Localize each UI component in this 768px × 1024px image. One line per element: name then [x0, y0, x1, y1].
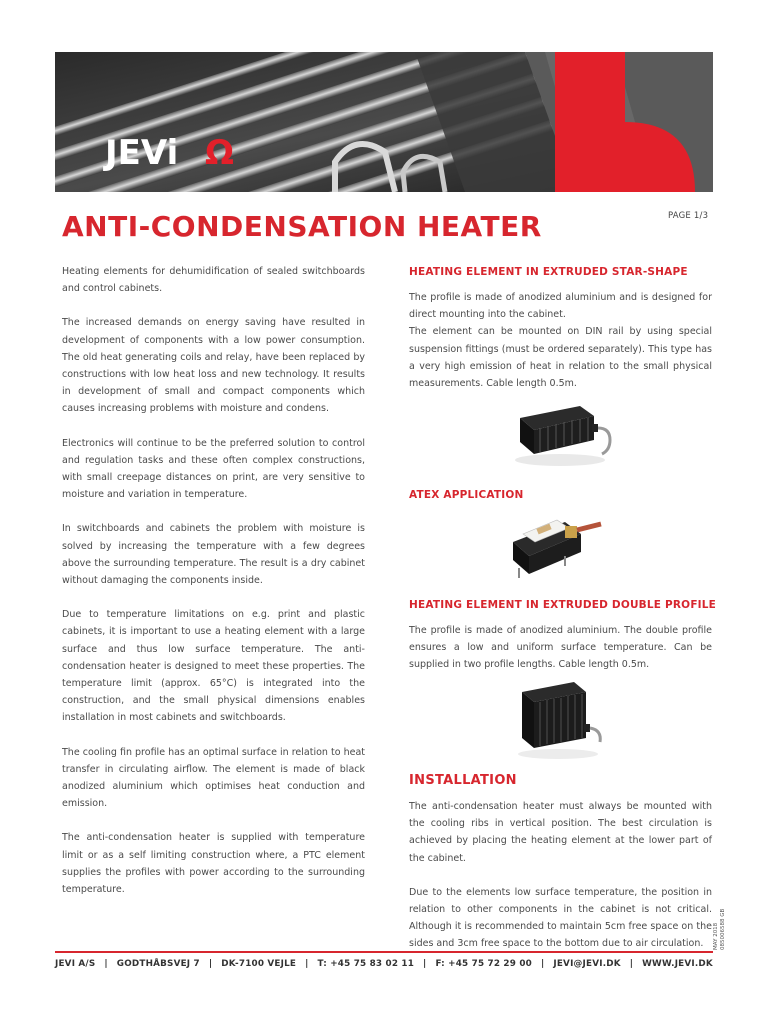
- footer-divider: [55, 951, 713, 953]
- footer-separator: |: [305, 959, 309, 969]
- paragraph: The cooling fin profile has an optimal surface in relation to heat transfer in circulating airflow. The element is made of black anodized aluminium which optimises heat conduction and emission.: [62, 746, 365, 810]
- omega-logo-icon: Ω: [205, 133, 234, 173]
- footer-phone: T: +45 75 83 02 11: [317, 959, 415, 969]
- star-shape-heater-image: [510, 398, 620, 474]
- footer-separator: |: [629, 959, 634, 969]
- section-heading-star-shape: HEATING ELEMENT IN EXTRUDED STAR-SHAPE: [409, 266, 688, 278]
- page-title: ANTI-CONDENSATION HEATER: [62, 210, 542, 243]
- footer: [55, 959, 713, 969]
- paragraph: The anti-condensation heater must always be mounted with the cooling ribs in vertical position. The best circulation is achieved by placing the heating element at the lower part of the cabinet.: [409, 801, 712, 864]
- footer-company: JEVI A/S: [55, 959, 96, 969]
- footer-city: DK-7100 VEJLE: [221, 959, 297, 969]
- section-heading-double-profile: HEATING ELEMENT IN EXTRUDED DOUBLE PROFILE: [409, 599, 717, 611]
- intro-column: [62, 263, 365, 915]
- page-number: PAGE 1/3: [668, 211, 709, 221]
- footer-separator: |: [423, 959, 427, 969]
- paragraph: The element can be mounted on DIN rail by using special suspension fittings (must be ordered separately). This type has a very high emission of heat in relation to the small physical measurements. Cable length 0.5m.: [409, 326, 712, 390]
- footer-separator: |: [540, 959, 545, 969]
- paragraph: The profile is made of anodized aluminium. The double profile ensures a low and uniform surface temperature. Can be supplied in two profile lengths. Cable length 0.5m.: [409, 625, 712, 671]
- paragraph: Heating elements for dehumidification of sealed switchboards and control cabinets.: [62, 266, 365, 295]
- double-profile-description: [409, 622, 712, 674]
- footer-separator: |: [208, 959, 213, 969]
- paragraph: In switchboards and cabinets the problem with moisture is solved by increasing the temperature with a few degrees above the surrounding temperature. The result is a dry cabinet without damaging the components inside.: [62, 523, 365, 587]
- paragraph: Due to the elements low surface temperature, the position in relation to other components in the cabinet is not critical. Although it is recommended to maintain 5cm free space on the sides and 3cm free space to the bottom due to air circulation.: [409, 886, 712, 950]
- atex-heater-image: [505, 512, 615, 586]
- document-code: [712, 882, 726, 952]
- section-heading-atex: ATEX APPLICATION: [409, 489, 524, 501]
- star-shape-description: [409, 289, 712, 392]
- footer-website-link[interactable]: WWW.JEVI.DK: [642, 959, 713, 969]
- footer-address: GODTHÅBSVEJ 7: [116, 959, 200, 969]
- section-heading-installation: INSTALLATION: [409, 773, 517, 788]
- heating-elements-photo: [55, 52, 713, 192]
- double-profile-heater-image: [512, 680, 612, 766]
- date-code: MAY 2018: [713, 922, 719, 950]
- header-banner: [55, 52, 713, 192]
- paragraph: Due to temperature limitations on e.g. print and plastic cabinets, it is important to use a heating element with a large surface and thus low surface temperature. The anti-condensation heater is designed to meet these properties. The temperature limit (approx. 65°C) is integrated into the construction, and the small physical dimensions enables installation in most cabinets and switchboards.: [62, 609, 365, 724]
- paragraph: The increased demands on energy saving have resulted in development of components with a low power consumption. The old heat generating coils and relay, have been replaced by constructions with low heat loss and new technology. It results in development of small and compact components which causes increasing problems with moisture and condens.: [62, 317, 365, 415]
- footer-fax: F: +45 75 72 29 00: [435, 959, 532, 969]
- paragraph: Electronics will continue to be the preferred solution to control and regulation tasks and these often complex constructions, with small creepage distances on print, are very sensitive to moisture and variation in temperature.: [62, 437, 365, 501]
- jevi-logo: JEVi: [105, 133, 179, 173]
- footer-email-link[interactable]: JEVI@JEVI.DK: [553, 959, 621, 969]
- footer-separator: |: [104, 959, 108, 969]
- installation-description: [409, 798, 712, 953]
- paragraph: The anti-condensation heater is supplied with temperature limit or as a self limiting construction where, a PTC element supplies the profiles with power according to the surrounding temperature.: [62, 832, 365, 896]
- doc-number: 085006588 GB: [720, 908, 726, 950]
- paragraph: The profile is made of anodized aluminium and is designed for direct mounting into the cabinet.: [409, 292, 712, 321]
